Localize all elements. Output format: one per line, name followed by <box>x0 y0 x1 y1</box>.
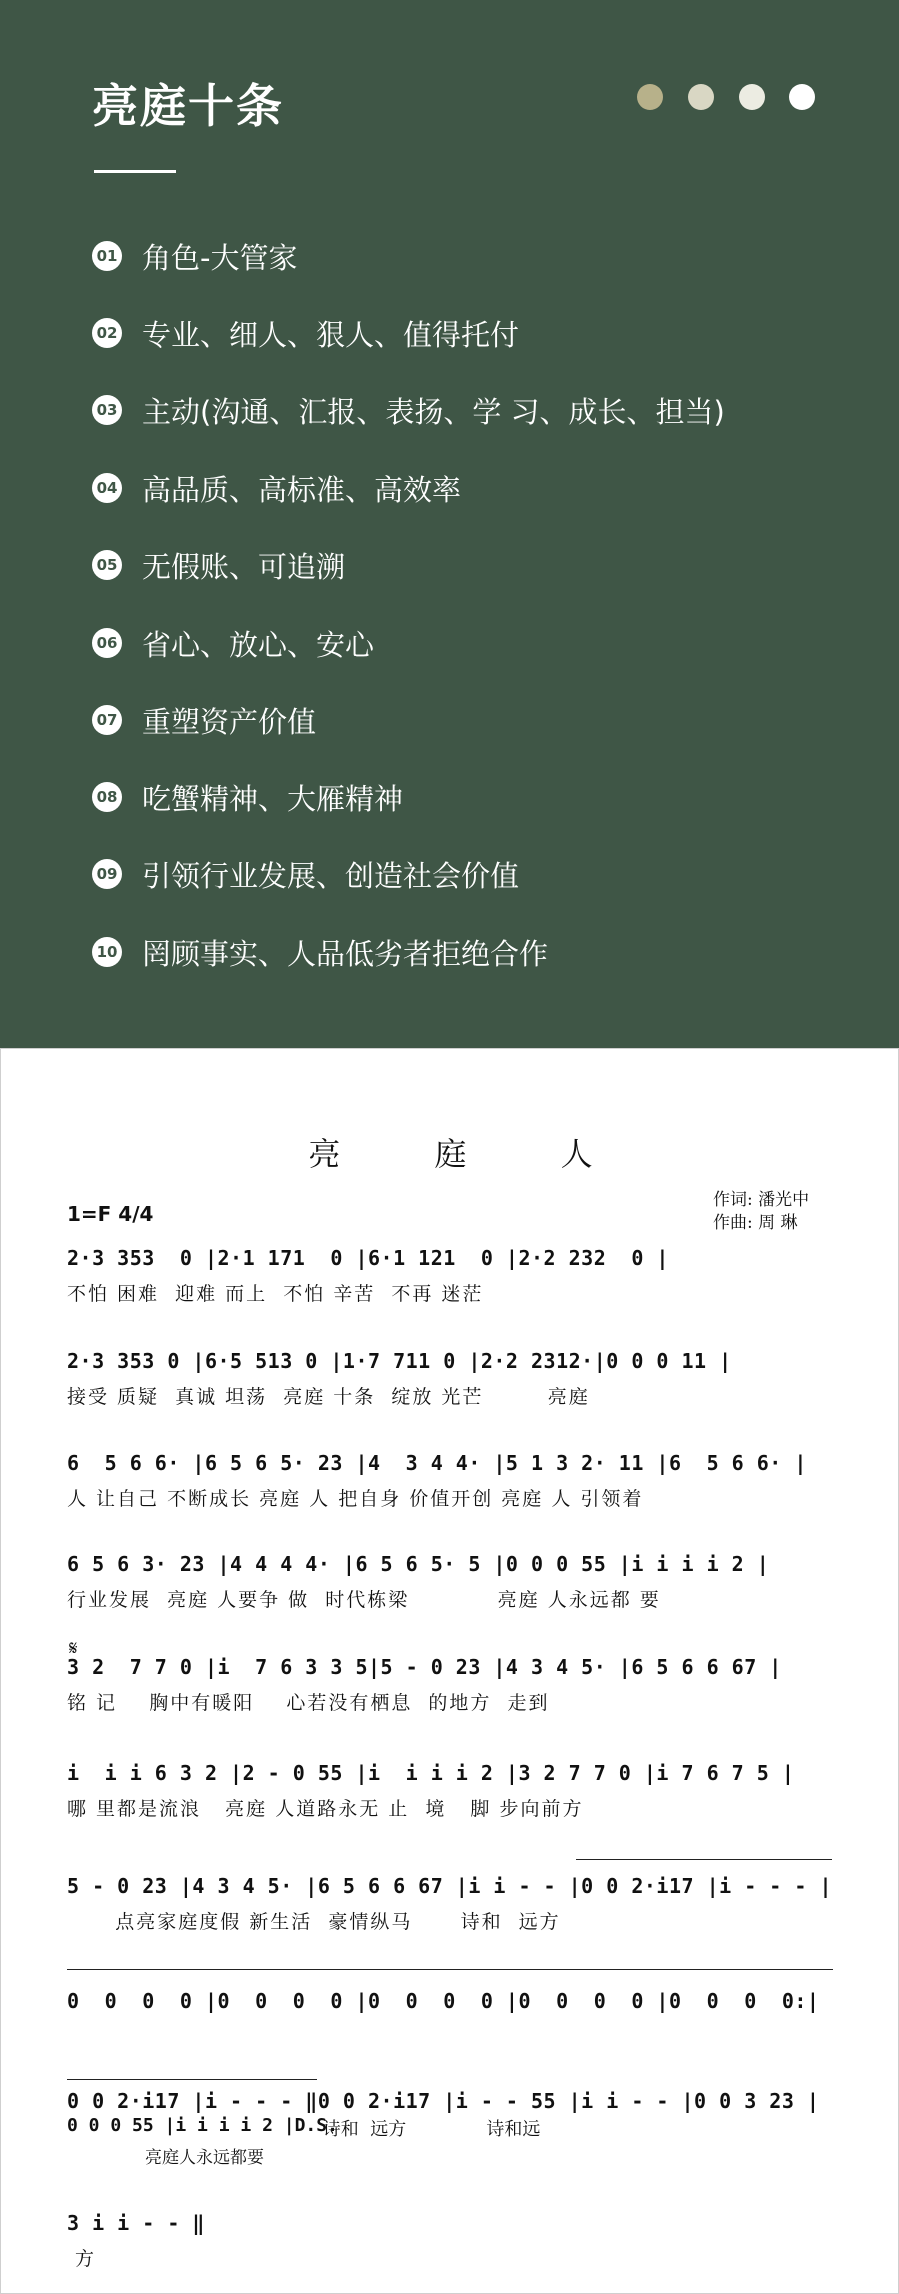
notation-line: 0 0 2·i17 |i - - - ‖0 0 2·i17 |i - - 55 |i i - - |0 0 3 23 | <box>67 2089 820 2113</box>
tenet-item <box>92 932 872 972</box>
notation-line: 3 i i - - ‖ <box>67 2211 205 2235</box>
score-system <box>67 2211 833 2271</box>
notation-line: 6 5 6 3· 23 |4 4 4 4· |6 5 6 5· 5 |0 0 0 55 |i i i i 2 | <box>67 1552 770 1576</box>
song-credits <box>713 1189 809 1235</box>
pager-dot[interactable] <box>789 84 815 110</box>
tenet-item <box>92 545 872 585</box>
tenet-text: 专业、细人、狠人、值得托付 <box>142 317 520 352</box>
notation-line: 5 - 0 23 |4 3 4 5· |6 5 6 6 67 |i i - - |0 0 2·i17 |i - - - | <box>67 1874 833 1898</box>
tenet-number-badge: 09 <box>92 859 122 889</box>
pager-dot[interactable] <box>637 84 663 110</box>
tenet-number-badge: 02 <box>92 318 122 348</box>
lyrics-line: 行业发展 亮庭 人要争 做 时代栋梁 亮庭 人永远都 要 <box>67 1589 661 1611</box>
tenet-item <box>92 623 872 663</box>
panel-title: 亮庭十条 <box>92 79 284 133</box>
score-system <box>67 1874 833 1934</box>
pager-dot[interactable] <box>688 84 714 110</box>
tenet-text: 高品质、高标准、高效率 <box>142 472 462 507</box>
tenet-item <box>92 468 872 508</box>
first-ending-bracket <box>576 1859 832 1860</box>
notation-line: 3 2 7 7 0 |i 7 6 3 3 5|5 - 0 23 |4 3 4 5· |6 5 6 6 67 | <box>67 1655 782 1679</box>
tenet-text: 省心、放心、安心 <box>142 627 375 662</box>
tenet-item <box>92 390 872 430</box>
tenet-item <box>92 700 872 740</box>
composer-credit: 作曲: 周 琳 <box>713 1213 798 1233</box>
notation-line: 2·3 353 0 |2·1 171 0 |6·1 121 0 |2·2 232 0 | <box>67 1246 669 1270</box>
lyrics-line: 方 <box>67 2248 97 2270</box>
score-system <box>67 2089 833 2179</box>
tenet-item <box>92 854 872 894</box>
tenet-number-badge: 07 <box>92 705 122 735</box>
tenet-text: 主动(沟通、汇报、表扬、学 习、成长、担当) <box>142 394 725 429</box>
tenet-item <box>92 236 872 276</box>
score-system <box>67 1451 833 1511</box>
tenet-text: 角色-大管家 <box>142 240 298 275</box>
score-system <box>67 1989 833 2049</box>
key-signature: 1=F 4/4 <box>67 1202 154 1226</box>
lyrics-line: 点亮家庭度假 新生活 豪情纵马 诗和 远方 <box>67 1911 561 1933</box>
notation-line: 2·3 353 0 |6·5 513 0 |1·7 711 0 |2·2 2312·|0 0 0 11 | <box>67 1349 732 1373</box>
notation-line: 0 0 0 0 |0 0 0 0 |0 0 0 0 |0 0 0 0 |0 0 0 0:| <box>67 1989 820 2013</box>
lyrics-line: 不怕 困难 迎难 而上 不怕 辛苦 不再 迷茫 <box>67 1283 484 1305</box>
tenet-text: 吃蟹精神、大雁精神 <box>142 781 404 816</box>
tenet-number-badge: 01 <box>92 241 122 271</box>
sheet-music <box>0 1048 899 2294</box>
tenet-number-badge: 06 <box>92 628 122 658</box>
notation-line: i i i 6 3 2 |2 - 0 55 |i i i i 2 |3 2 7 7 0 |i 7 6 7 5 | <box>67 1761 795 1785</box>
tenet-number-badge: 05 <box>92 550 122 580</box>
tenet-text: 重塑资产价值 <box>142 704 317 739</box>
score-system <box>67 1552 833 1612</box>
lyrics-line: 接受 质疑 真诚 坦荡 亮庭 十条 绽放 光芒 亮庭 <box>67 1386 590 1408</box>
second-ending-bracket <box>67 2079 317 2080</box>
lyrics-line: 人 让自己 不断成长 亮庭 人 把自身 价值开创 亮庭 人 引领着 <box>67 1488 644 1510</box>
tenet-number-badge: 04 <box>92 473 122 503</box>
title-divider <box>94 170 176 173</box>
score-system <box>67 1246 833 1306</box>
tenets-panel <box>0 0 899 1048</box>
pager-dot[interactable] <box>739 84 765 110</box>
lyrics-line: 诗和 远方 诗和远 <box>277 2119 541 2140</box>
lyrics-line: 哪 里都是流浪 亮庭 人道路永无 止 境 脚 步向前方 <box>67 1798 584 1820</box>
segno-icon: 𝄋 <box>69 1636 78 1660</box>
song-title: 亮 庭 人 <box>308 1135 635 1173</box>
tenet-item <box>92 777 872 817</box>
score-system <box>67 1349 833 1409</box>
lyrics-line: 铭 记 胸中有暖阳 心若没有栖息 的地方 走到 <box>67 1692 550 1714</box>
tenet-text: 罔顾事实、人品低劣者拒绝合作 <box>142 936 549 971</box>
tenet-text: 引领行业发展、创造社会价值 <box>142 858 520 893</box>
score-system <box>67 1655 833 1715</box>
tenet-number-badge: 08 <box>92 782 122 812</box>
alt-notation-line: 0 0 0 55 |i i i i 2 |D.S. <box>67 2115 338 2136</box>
score-system <box>67 1761 833 1821</box>
lyricist-credit: 作词: 潘光中 <box>713 1190 810 1210</box>
lyrics-line: 亮庭人永远都要 <box>145 2148 264 2168</box>
tenet-text: 无假账、可追溯 <box>142 549 346 584</box>
tie-line <box>67 1969 833 1970</box>
tenet-item <box>92 313 872 353</box>
notation-line: 6 5 6 6· |6 5 6 5· 23 |4 3 4 4· |5 1 3 2· 11 |6 5 6 6· | <box>67 1451 807 1475</box>
tenet-number-badge: 10 <box>92 937 122 967</box>
tenet-number-badge: 03 <box>92 395 122 425</box>
